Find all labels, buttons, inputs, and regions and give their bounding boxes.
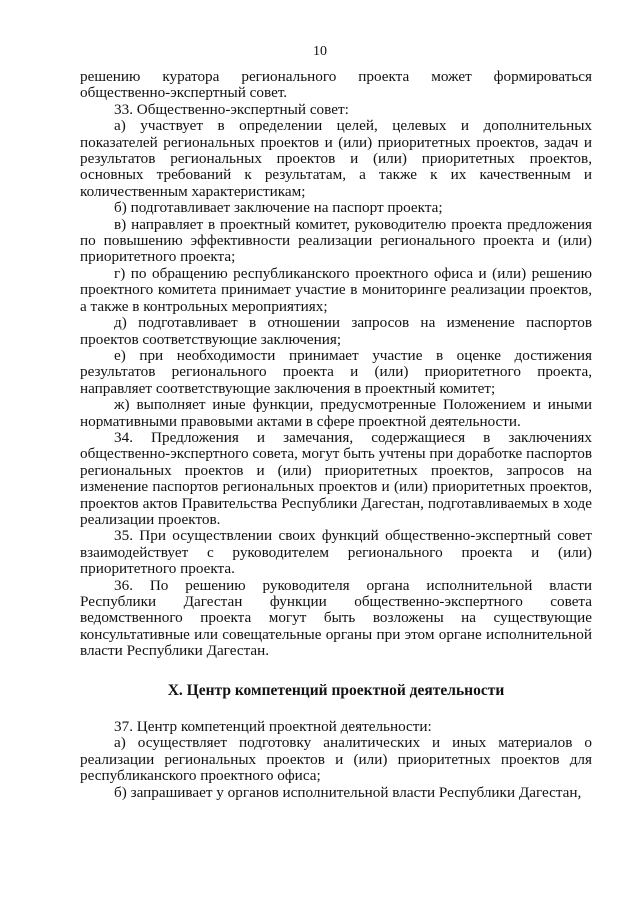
paragraph-33-intro: 33. Общественно-экспертный совет: [114, 100, 349, 118]
paragraph-33-g: г) по обращению республиканского проектного офиса и (или) решению проектного комитета принимает участие в мониторинге реализации проектов, а также в контрольных мероприятиях; [80, 264, 592, 315]
document-body [80, 69, 592, 801]
paragraphs-after-heading [80, 719, 592, 801]
paragraph-33-b: б) подготавливает заключение на паспорт проекта; [114, 199, 443, 217]
paragraph-33-zh: ж) выполняет иные функции, предусмотренные Положением и иными нормативными правовыми актами в сфере проектной деятельности. [80, 396, 592, 430]
paragraph-35: 35. При осуществлении своих функций общественно-экспертный совет взаимодействует с руководителем регионального проекта и (или) приоритетного проекта. [80, 527, 592, 578]
paragraph-34: 34. Предложения и замечания, содержащиеся в заключениях общественно-экспертного совета, могут быть учтены при доработке паспортов региональных проектов и (или) приоритетных проектов, запросов на изменение паспортов региональных проектов и (или) приоритетных проектов, проектов актов Правительства Республики Дагестан, подготавливаемых в ходе реализации проектов. [80, 428, 592, 528]
paragraph-33-e: е) при необходимости принимает участие в оценке достижения результатов регионального проекта и (или) приоритетного проекта, направляет соответствующие заключения в проектный комитет; [80, 346, 592, 397]
paragraphs-before-heading [80, 69, 592, 660]
paragraph-33-v: в) направляет в проектный комитет, руководителю проекта предложения по повышению эффективности реализации регионального проекта и (или) приоритетного проекта; [80, 215, 592, 266]
paragraph-33-a: а) участвует в определении целей, целевых и дополнительных показателей региональных проектов и (или) приоритетных проектов, задач и результатов региональных проектов и (или) приоритетных проектов, основных требований к результатам, а также к их качественным и количественным характеристикам; [80, 117, 592, 200]
paragraph-37-a: а) осуществляет подготовку аналитических и иных материалов о реализации региональных проектов и (или) приоритетных проектов для республиканского проектного офиса; [80, 734, 592, 785]
paragraph-33-d: д) подготавливает в отношении запросов на изменение паспортов проектов соответствующие заключения; [80, 314, 592, 348]
paragraph-continuation: решению куратора регионального проекта может формироваться общественно-экспертный совет. [80, 68, 592, 102]
paragraph-37-b: б) запрашивает у органов исполнительной власти Республики Дагестан, [114, 783, 582, 801]
section-heading: X. Центр компетенций проектной деятельности [167, 681, 505, 699]
paragraph-36: 36. По решению руководителя органа исполнительной власти Республики Дагестан функции общественно-экспертного совета ведомственного проекта могут быть возложены на существующие консультативные или совещательные органы при этом органе исполнительной власти Республики Дагестан. [80, 576, 592, 660]
page-number: 10 [313, 44, 327, 59]
paragraph-37-intro: 37. Центр компетенций проектной деятельности: [114, 718, 432, 736]
